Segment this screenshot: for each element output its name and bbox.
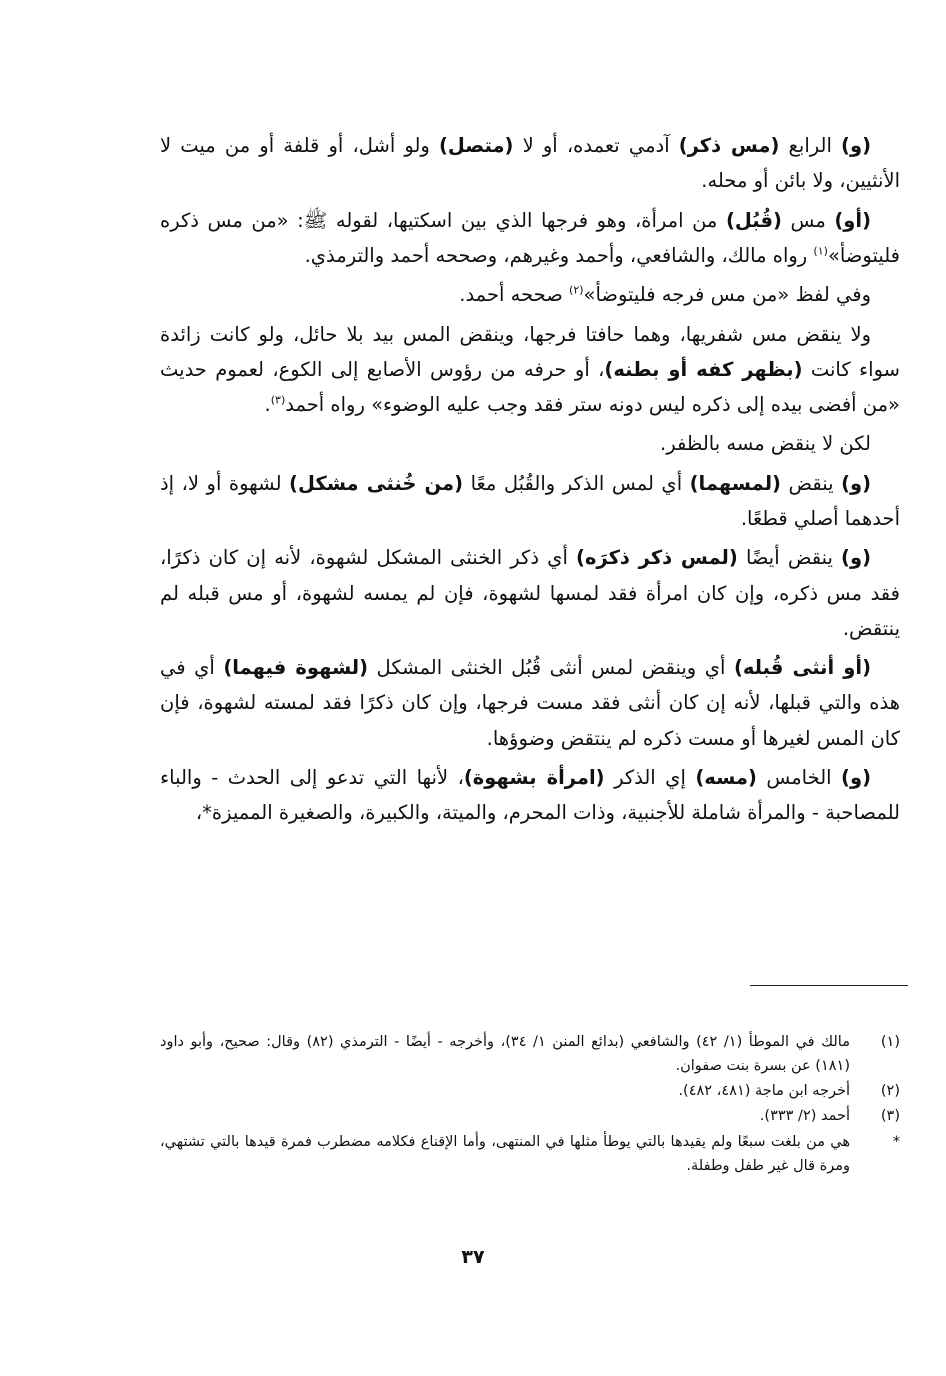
footnote-text: هي من بلغت سبعًا ولم يقيدها بالتي يوطأ مثلها في المنتهى، وأما الإقناع فكلامه مضطرب فمرة قيدها بالتي تشتهي، ومرة قال غير طفل وطفلة.: [160, 1133, 850, 1174]
footnote-2: [160, 1079, 900, 1103]
footnote-ref-2[interactable]: (٢): [569, 283, 584, 297]
footnote-ref-1[interactable]: (١): [813, 244, 828, 258]
footnotes: [160, 1030, 900, 1179]
paragraph-fourth-nullifier: (و) الرابع (مس ذكر) آدمي تعمده، أو لا (متصل) ولو أشل، أو قلفة أو من ميت لا الأنثيين، ولا بائن أو محله.: [160, 134, 900, 193]
paragraph-khuntha: (و) ينقض (لمسهما) أي لمس الذكر والقُبُل معًا (من خُنثى مشكل) لشهوة أو لا، إذ أحدهما أصلي قطعًا.: [160, 471, 900, 530]
footnote-number: (٢): [880, 1083, 900, 1100]
paragraph-fifth-nullifier: (و) الخامس (مسه) إي الذكر (امرأة بشهوة)، لأنها التي تدعو إلى الحدث - والباء للمصاحبة - والمرأة شاملة للأجنبية، وذات المحرم، والميتة، والكبيرة، والصغيرة المميزة*،: [160, 765, 900, 825]
paragraph-female-touch: (أو أنثى قُبله) أي وينقض لمس أنثى قُبُل الخنثى المشكل (لشهوة فيهما) أي في هذه والتي قبلها، لأنه إن كان أنثى فقد مست فرجها، وإن كان ذكرًا فقد لمسته لشهوة، فإن كان المس لغيرها أو مست ذكره لم ينتقض وضوؤها.: [160, 656, 900, 750]
page-number: ٣٧: [461, 1246, 485, 1268]
footnote-1: [160, 1030, 900, 1078]
footnote-ref-3[interactable]: (٣): [270, 393, 286, 407]
paragraph-male-touch: (و) ينقض أيضًا (لمس ذكر ذكرَه) أي ذكر الخنثى المشكل لشهوة، لأنه إن كان ذكرًا، فقد مس ذكره، وإن كان امرأة فقد لمسها لشهوة، فإن لم يمسه لشهوة، أو مس قبله لم ينتقض.: [160, 546, 900, 640]
paragraph-qubul: (أو) مس (قُبُل) من امرأة، وهو فرجها الذي بين اسكتيها، لقوله ﷺ: «من مس ذكره فليتوضأ»$^{(١)}$ رواه مالك، والشافعي، وأحمد وغيرهم، وصححه أحمد والترمذي.: [160, 208, 900, 267]
footnote-divider: [750, 985, 908, 986]
main-text: [160, 128, 900, 835]
footnote-text: أخرجه ابن ماجة (٤٨١، ٤٨٢).: [678, 1083, 850, 1100]
footnote-number: (١): [880, 1034, 900, 1050]
footnote-3: [160, 1104, 900, 1128]
footnote-number: *: [892, 1133, 900, 1150]
paragraph-other-wording: وفي لفظ «من مس فرجه فليتوضأ»$^{(٢)}$ صححه أحمد.: [459, 283, 871, 307]
footnote-star: [160, 1130, 900, 1178]
footnote-text: أحمد (٢/ ٣٣٣).: [759, 1108, 850, 1125]
footnote-number: (٣): [880, 1108, 900, 1125]
paragraph-nail: لكن لا ينقض مسه بالظفر.: [660, 432, 871, 456]
footnote-text: مالك في الموطأ (١/ ٤٢) والشافعي (بدائع المنن ١/ ٣٤)، وأخرجه - أيضًا - الترمذي (٨٢) وقال: صحيح، وأبو داود (١٨١) عن بسرة بنت صفوان.: [160, 1034, 850, 1074]
paragraph-labia: ولا ينقض مس شفريها، وهما حافتا فرجها، وينقض المس بيد بلا حائل، ولو كانت زائدة سواء كانت (بظهر كفه أو بطنه)، أو حرفه من رؤوس الأصابع إلى الكوع، لعموم حديث «من أفضى بيده إلى ذكره ليس دونه ستر فقد وجب عليه الوضوء» رواه أحمد$^{(٣)}$.: [160, 322, 900, 416]
